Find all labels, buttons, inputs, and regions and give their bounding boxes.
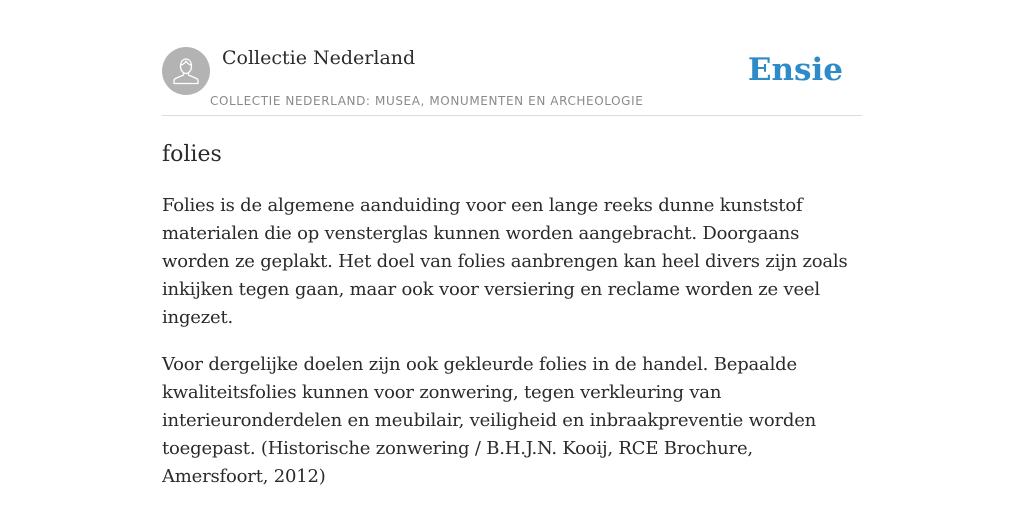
body-paragraph: Folies is de algemene aanduiding voor een lange reeks dunne kunststof materialen die op vensterglas kunnen worden aangebracht. Doorgaans worden ze geplakt. Het doel van folies aanbrengen kan heel divers zijn zoals inkijken tegen gaan, maar ook voor versiering en reclame worden ze veel ingezet.	[162, 195, 848, 328]
user-silhouette-icon	[162, 47, 210, 95]
avatar[interactable]	[162, 47, 210, 95]
entry-header	[162, 46, 862, 116]
entry-body	[162, 192, 862, 491]
body-paragraph: Voor dergelijke doelen zijn ook gekleurde folies in de handel. Bepaalde kwaliteitsfolies kunnen voor zonwering, tegen verkleuring van interieuronderdelen en meubilair, veiligheid en inbraakpreventie worden toegepast. (Historische zonwering / B.H.J.N. Kooij, RCE Brochure, Amersfoort, 2012)	[162, 354, 817, 487]
source-category[interactable]: COLLECTIE NEDERLAND: MUSEA, MONUMENTEN EN ARCHEOLOGIE	[210, 94, 644, 108]
entry-title: folies	[162, 142, 222, 167]
entry-card	[162, 46, 862, 491]
author-name[interactable]: Collectie Nederland	[222, 47, 416, 69]
brand-logo[interactable]: Ensie	[747, 52, 843, 88]
